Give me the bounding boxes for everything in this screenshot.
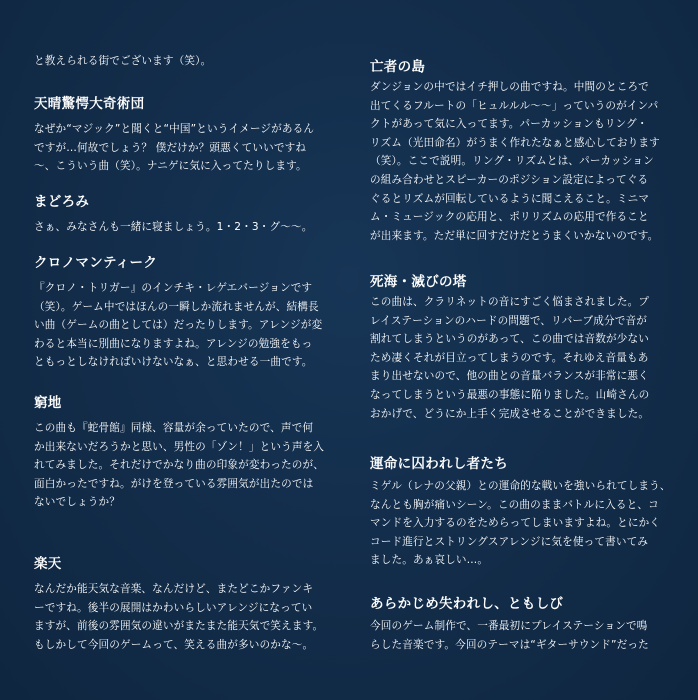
text-line: なぜか“マジック”と聞くと“中国”というイメージがあるん	[34, 123, 315, 135]
text-line: ました。あぁ哀しい…。	[370, 554, 489, 567]
track-description	[34, 419, 340, 512]
text-line: まり出せないので、他の曲との音量バランスが非常に悪く	[370, 370, 649, 383]
text-line: ム・ミュージックの応用と、ポリリズムの応用で作ること	[370, 211, 649, 224]
track-description	[34, 279, 340, 372]
track-section-rakuten	[34, 555, 340, 654]
text-line: ないでしょうか？	[34, 496, 120, 509]
text-line: ため凄くそれが目立ってしまうのです。それゆえ音量もあ	[370, 351, 649, 364]
text-line: わると本当に別曲になりますよね。アレンジの勉強をもっ	[34, 337, 313, 350]
track-title: クロノマンティーク	[34, 255, 158, 271]
text-line: 今回のゲーム制作で、一番最初にプレイステーションで鳴	[370, 620, 648, 632]
text-line: この曲も『蛇骨館』同様、容量が余っていたので、声で何	[34, 422, 314, 434]
track-title: あらかじめ失われし、ともしび	[370, 596, 564, 612]
text-line: 出てくるフルートの「ヒュルルル〜〜」っていうのがインパ	[370, 99, 659, 112]
track-title: 窮地	[34, 395, 62, 411]
track-title: 天晴驚愕大奇術団	[34, 96, 145, 112]
track-section-mouja-no-shima	[370, 58, 672, 245]
track-description	[34, 120, 340, 176]
text-line: 割れてしまうというのがあって、この曲では音数が少ない	[370, 333, 650, 346]
text-line: おかげで、どうにか上手く完成させることができました。	[370, 407, 650, 420]
track-section-madoromi	[34, 193, 340, 237]
text-line: リズム（光田命名）がうまく作れたなぁと感心しております	[370, 136, 660, 149]
track-section-unmei	[370, 455, 672, 570]
track-description	[34, 218, 340, 237]
text-line: コード進行とストリングスアレンジに気を使って書いてみ	[370, 535, 649, 548]
track-title: 運命に囚われし者たち	[370, 456, 508, 472]
text-line: ミゲル（レナの父親）との運命的な戦いを強いられてしまう、	[370, 480, 671, 492]
track-description	[370, 78, 672, 245]
track-section-shikai	[370, 273, 672, 423]
text-line: なんだか能天気な音楽、なんだけど、またどこかファンキ	[34, 583, 314, 595]
track-title: 亡者の島	[370, 59, 426, 75]
text-line: ダンジョンの中ではイチ押しの曲ですね。中間のところで	[370, 81, 649, 93]
text-line: この曲は、クラリネットの音にすごく悩まされました。プ	[370, 296, 650, 308]
text-line: ともっとしなければいけないなぁ、と思わせる一曲です。	[34, 356, 313, 369]
text-line: か出来ないだろうかと思い、男性の「ゾン！」という声を入	[34, 440, 325, 453]
text-line: 面白かったですね。がけを登っている雰囲気が出たのでは	[34, 477, 314, 490]
text-line: の組み合わせとスピーカーのポジション設定によってぐる	[370, 173, 649, 186]
track-section-chronomantique	[34, 254, 340, 372]
track-description	[34, 580, 340, 654]
track-description	[370, 617, 672, 654]
text-line: い曲（ゲームの曲としては）だったりします。アレンジが変	[34, 319, 323, 332]
intro-line: と教えられる街でございます（笑）。	[34, 55, 212, 67]
intro-paragraph	[34, 52, 340, 71]
text-line: なんとも胸が痛いシーン。この曲のままバトルに入ると、コ	[370, 498, 659, 511]
track-title: 死海・滅びの塔	[370, 274, 467, 290]
track-title: まどろみ	[34, 194, 90, 210]
text-line: 〜、こういう曲（笑）。ナニゲに気に入ってたりします。	[34, 160, 307, 173]
text-line: 『クロノ・トリガー』のインチキ・レゲエバージョンです	[34, 282, 313, 294]
track-section-kyuuchi	[34, 394, 340, 512]
text-line: （笑）。ゲーム中ではほんの一瞬しか流れませんが、結構長	[34, 300, 319, 313]
text-line: マンドを入力するのをためらってしまいますよね。とにかく	[370, 517, 661, 530]
text-line: レイステーションのハードの問題で、リバーブ成分で音が	[370, 314, 648, 327]
track-title: 楽天	[34, 556, 62, 572]
text-line: れてみました。それだけでかなり曲の印象が変わったのが、	[34, 459, 324, 472]
text-line: らした音楽です。今回のテーマは“ギターサウンド”だった	[370, 638, 649, 651]
text-line: ですが…何故でしょう？ 僕だけか？頭悪くていいですね	[34, 141, 307, 154]
track-section-arakajime	[370, 595, 672, 654]
text-line: クトがあって気に入ってます。パーカッションもリング・	[370, 118, 648, 131]
text-line: ーですね。後半の展開はかわいらしいアレンジになってい	[34, 601, 313, 614]
track-description	[370, 477, 672, 570]
text-line: （笑）。ここで説明。リング・リズムとは、パーカッション	[370, 155, 654, 168]
track-description	[370, 293, 672, 423]
text-line: ぐるとリズムが回転しているように聞こえること。ミニマ	[370, 192, 650, 205]
text-line: もしかして今回のゲームって、笑える曲が多いのかな〜。	[34, 638, 314, 651]
track-section-tensei	[34, 95, 340, 176]
text-line: が出来ます。ただ単に回すだけだとうまくいかないのです。	[370, 229, 659, 242]
text-line: ますが、前後の雰囲気の違いがまたまた能天気で笑えます。	[34, 620, 324, 633]
text-line: さぁ、みなさんも一緒に寝ましょう。1・2・3・グ〜〜。	[34, 221, 313, 233]
text-line: なってしまうという最悪の事態に陥りました。山崎さんの	[370, 388, 650, 401]
